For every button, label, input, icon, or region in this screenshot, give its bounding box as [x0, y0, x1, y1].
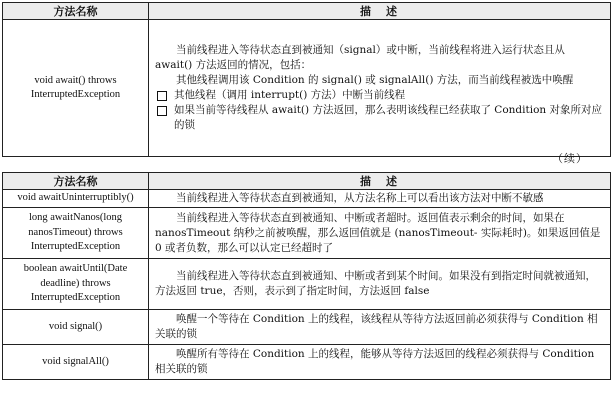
table-row — [3, 190, 611, 208]
method-cell: boolean awaitUntil(Date deadline) throws InterruptedException — [3, 259, 149, 310]
table-header-row — [3, 173, 611, 190]
method-cell: void awaitUninterruptibly() — [3, 190, 149, 208]
checkbox-square-icon — [157, 91, 167, 101]
list-item: 如果当前等待线程从 await() 方法返回，那么表明该线程已经获取了 Condition 对象所对应的锁 — [155, 103, 604, 133]
method-cell: void signalAll() — [3, 345, 149, 380]
description-cell: 当前线程进入等待状态直到被通知、中断或者超时。返回值表示剩余的时间，如果在 nanosTimeout 纳秒之前被唤醒，那么返回值就是 (nanosTimeout- 实际耗时)。如果返回值是 0 或者负数，那么可以认定已经超时了 — [149, 208, 611, 259]
description-cell: 唤醒所有等待在 Condition 上的线程，能够从等待方法返回的线程必须获得与 Condition 相关联的锁 — [149, 345, 611, 380]
continued-label: （续） — [552, 152, 588, 165]
header-description: 描 述 — [149, 173, 611, 190]
description-cell: 当前线程进入等待状态直到被通知，从方法名称上可以看出该方法对中断不敏感 — [149, 190, 611, 208]
table-row — [3, 20, 611, 157]
table-row — [3, 345, 611, 380]
description-text: 其他线程调用该 Condition 的 signal() 或 signalAll() 方法，而当前线程被选中唤醒 — [176, 74, 574, 86]
description-cell — [149, 20, 611, 157]
header-method-name: 方法名称 — [3, 173, 149, 190]
condition-methods-table — [2, 2, 611, 157]
condition-methods-table-continued — [2, 172, 611, 380]
list-item: 其他线程（调用 interrupt() 方法）中断当前线程 — [155, 88, 604, 103]
header-description: 描 述 — [149, 3, 611, 20]
description-cell: 唤醒一个等待在 Condition 上的线程，该线程从等待方法返回前必须获得与 Condition 相关联的锁 — [149, 310, 611, 345]
description-cell: 当前线程进入等待状态直到被通知、中断或者到某个时间。如果没有到指定时间就被通知，方法返回 true，否则，表示到了指定时间，方法返回 false — [149, 259, 611, 310]
description-text: 当前线程进入等待状态直到被通知（signal）或中断，当前线程将进入运行状态且从 await() 方法返回的情况，包括： — [155, 44, 565, 71]
table-row — [3, 208, 611, 259]
table-row — [3, 310, 611, 345]
checkbox-square-icon — [157, 106, 167, 116]
header-method-name: 方法名称 — [3, 3, 149, 20]
method-cell: void signal() — [3, 310, 149, 345]
table-header-row — [3, 3, 611, 20]
table-row — [3, 259, 611, 310]
method-cell: long awaitNanos(long nanosTimeout) throws InterruptedException — [3, 208, 149, 259]
method-cell: void await() throws InterruptedException — [3, 20, 149, 157]
